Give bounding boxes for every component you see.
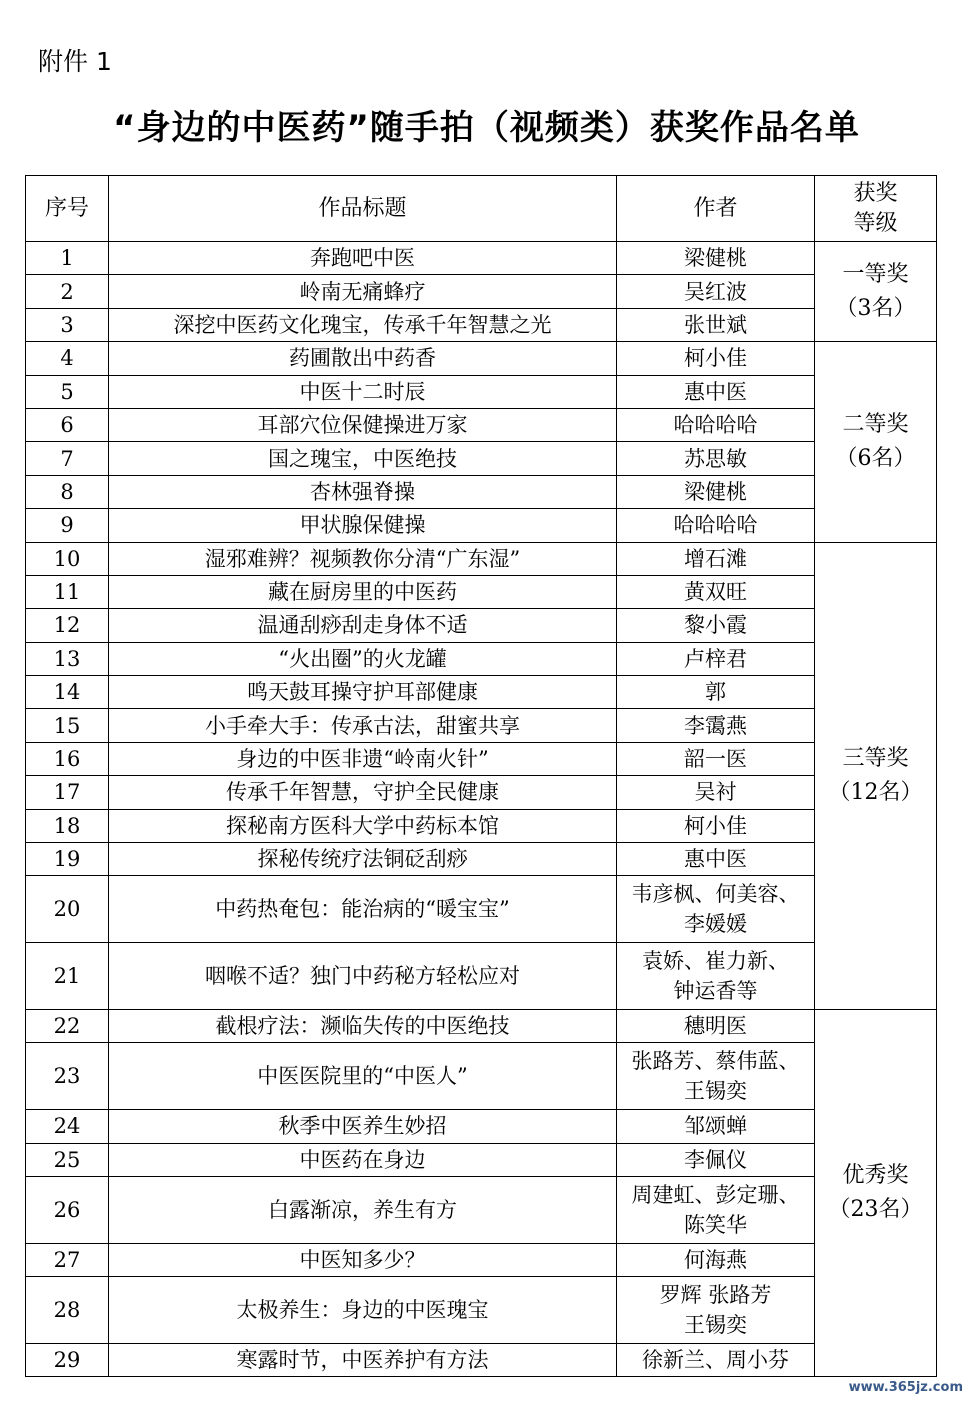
cell-title: 耳部穴位保健操进万家	[109, 408, 617, 441]
cell-author: 李佩仪	[617, 1143, 815, 1176]
cell-author: 哈哈哈哈	[617, 408, 815, 441]
cell-author: 郭	[617, 676, 815, 709]
cell-no: 23	[26, 1043, 109, 1110]
cell-title: 探秘传统疗法铜砭刮痧	[109, 843, 617, 876]
cell-author: 哈哈哈哈	[617, 509, 815, 542]
cell-author: 韶一医	[617, 742, 815, 775]
cell-author: 柯小佳	[617, 809, 815, 842]
table-row	[26, 843, 937, 876]
cell-title: 身边的中医非遗“岭南火针”	[109, 742, 617, 775]
cell-author: 吴红波	[617, 275, 815, 308]
cell-title: 药圃散出中药香	[109, 342, 617, 375]
table-row	[26, 642, 937, 675]
cell-award-level: 三等奖 （12名）	[815, 542, 937, 1010]
table-row	[26, 742, 937, 775]
cell-no: 6	[26, 408, 109, 441]
cell-title: 中医十二时辰	[109, 375, 617, 408]
table-row	[26, 1043, 937, 1110]
cell-author: 周建虹、彭定珊、 陈笑华	[617, 1176, 815, 1243]
cell-author: 黄双旺	[617, 575, 815, 608]
table-row	[26, 676, 937, 709]
header-award: 获奖 等级	[815, 176, 937, 242]
cell-title: 中医药在身边	[109, 1143, 617, 1176]
cell-title: 中医知多少？	[109, 1243, 617, 1276]
table-row	[26, 275, 937, 308]
cell-author: 张世斌	[617, 308, 815, 341]
table-row	[26, 1110, 937, 1143]
cell-no: 10	[26, 542, 109, 575]
table-row	[26, 1277, 937, 1344]
cell-no: 16	[26, 742, 109, 775]
cell-award-level: 一等奖 （3名）	[815, 242, 937, 342]
cell-author: 梁健桃	[617, 242, 815, 275]
table-row	[26, 609, 937, 642]
table-row	[26, 1243, 937, 1276]
cell-title: 探秘南方医科大学中药标本馆	[109, 809, 617, 842]
cell-author: 惠中医	[617, 843, 815, 876]
attachment-label: 附件 1	[38, 47, 112, 76]
cell-title: 岭南无痛蜂疗	[109, 275, 617, 308]
table-row	[26, 776, 937, 809]
cell-author: 梁健桃	[617, 475, 815, 508]
cell-author: 黎小霞	[617, 609, 815, 642]
table-row	[26, 509, 937, 542]
table-row	[26, 876, 937, 943]
cell-title: 小手牵大手：传承古法，甜蜜共享	[109, 709, 617, 742]
cell-author: 张路芳、蔡伟蓝、 王锡奕	[617, 1043, 815, 1110]
cell-title: 奔跑吧中医	[109, 242, 617, 275]
cell-title: 咽喉不适？独门中药秘方轻松应对	[109, 943, 617, 1010]
table-row	[26, 342, 937, 375]
cell-no: 11	[26, 575, 109, 608]
cell-author: 韦彦枫、何美容、 李媛媛	[617, 876, 815, 943]
cell-title: 温通刮痧刮走身体不适	[109, 609, 617, 642]
cell-no: 5	[26, 375, 109, 408]
table-row	[26, 1143, 937, 1176]
cell-no: 17	[26, 776, 109, 809]
cell-title: 深挖中医药文化瑰宝，传承千年智慧之光	[109, 308, 617, 341]
header-title: 作品标题	[109, 176, 617, 242]
cell-no: 12	[26, 609, 109, 642]
cell-title: 中医医院里的“中医人”	[109, 1043, 617, 1110]
cell-no: 19	[26, 843, 109, 876]
cell-no: 4	[26, 342, 109, 375]
cell-no: 14	[26, 676, 109, 709]
table-row	[26, 709, 937, 742]
table-row	[26, 442, 937, 475]
cell-title: 杏林强脊操	[109, 475, 617, 508]
cell-no: 8	[26, 475, 109, 508]
table-row	[26, 375, 937, 408]
cell-author: 罗辉 张路芳 王锡奕	[617, 1277, 815, 1344]
cell-award-level: 二等奖 （6名）	[815, 342, 937, 542]
cell-author: 增石滩	[617, 542, 815, 575]
document-title: “身边的中医药”随手拍（视频类）获奖作品名单	[113, 108, 860, 148]
header-no: 序号	[26, 176, 109, 242]
award-table	[25, 175, 937, 1377]
cell-no: 27	[26, 1243, 109, 1276]
table-row	[26, 943, 937, 1010]
cell-title: 截根疗法：濒临失传的中医绝技	[109, 1010, 617, 1043]
cell-no: 28	[26, 1277, 109, 1344]
cell-no: 15	[26, 709, 109, 742]
cell-no: 18	[26, 809, 109, 842]
cell-no: 26	[26, 1176, 109, 1243]
cell-title: 国之瑰宝，中医绝技	[109, 442, 617, 475]
cell-author: 柯小佳	[617, 342, 815, 375]
cell-title: 藏在厨房里的中医药	[109, 575, 617, 608]
cell-title: 甲状腺保健操	[109, 509, 617, 542]
cell-title: 太极养生：身边的中医瑰宝	[109, 1277, 617, 1344]
cell-no: 13	[26, 642, 109, 675]
cell-author: 李霭燕	[617, 709, 815, 742]
table-row	[26, 575, 937, 608]
cell-author: 邹颂蝉	[617, 1110, 815, 1143]
cell-title: 寒露时节，中医养护有方法	[109, 1343, 617, 1376]
table-row	[26, 408, 937, 441]
cell-no: 22	[26, 1010, 109, 1043]
cell-title: 秋季中医养生妙招	[109, 1110, 617, 1143]
table-header-row	[26, 176, 937, 242]
watermark: www.365jz.com	[848, 1380, 963, 1395]
cell-no: 9	[26, 509, 109, 542]
cell-no: 25	[26, 1143, 109, 1176]
cell-author: 穗明医	[617, 1010, 815, 1043]
cell-no: 24	[26, 1110, 109, 1143]
table-row	[26, 1010, 937, 1043]
cell-title: 传承千年智慧，守护全民健康	[109, 776, 617, 809]
cell-author: 何海燕	[617, 1243, 815, 1276]
cell-title: 鸣天鼓耳操守护耳部健康	[109, 676, 617, 709]
cell-author: 惠中医	[617, 375, 815, 408]
cell-title: 湿邪难辨？视频教你分清“广东湿”	[109, 542, 617, 575]
cell-author: 吴衬	[617, 776, 815, 809]
cell-no: 29	[26, 1343, 109, 1376]
cell-title: “火出圈”的火龙罐	[109, 642, 617, 675]
cell-author: 徐新兰、周小芬	[617, 1343, 815, 1376]
table-row	[26, 242, 937, 275]
table-row	[26, 308, 937, 341]
header-author: 作者	[617, 176, 815, 242]
table-row	[26, 1176, 937, 1243]
cell-no: 21	[26, 943, 109, 1010]
table-row	[26, 475, 937, 508]
cell-no: 2	[26, 275, 109, 308]
cell-author: 卢梓君	[617, 642, 815, 675]
table-row	[26, 1343, 937, 1376]
cell-author: 袁娇、崔力新、 钟运香等	[617, 943, 815, 1010]
table-row	[26, 542, 937, 575]
cell-no: 1	[26, 242, 109, 275]
cell-no: 20	[26, 876, 109, 943]
cell-author: 苏思敏	[617, 442, 815, 475]
table-body	[26, 242, 937, 1377]
cell-title: 白露渐凉，养生有方	[109, 1176, 617, 1243]
cell-award-level: 优秀奖 （23名）	[815, 1010, 937, 1377]
cell-no: 3	[26, 308, 109, 341]
cell-title: 中药热奄包：能治病的“暖宝宝”	[109, 876, 617, 943]
table-row	[26, 809, 937, 842]
cell-no: 7	[26, 442, 109, 475]
